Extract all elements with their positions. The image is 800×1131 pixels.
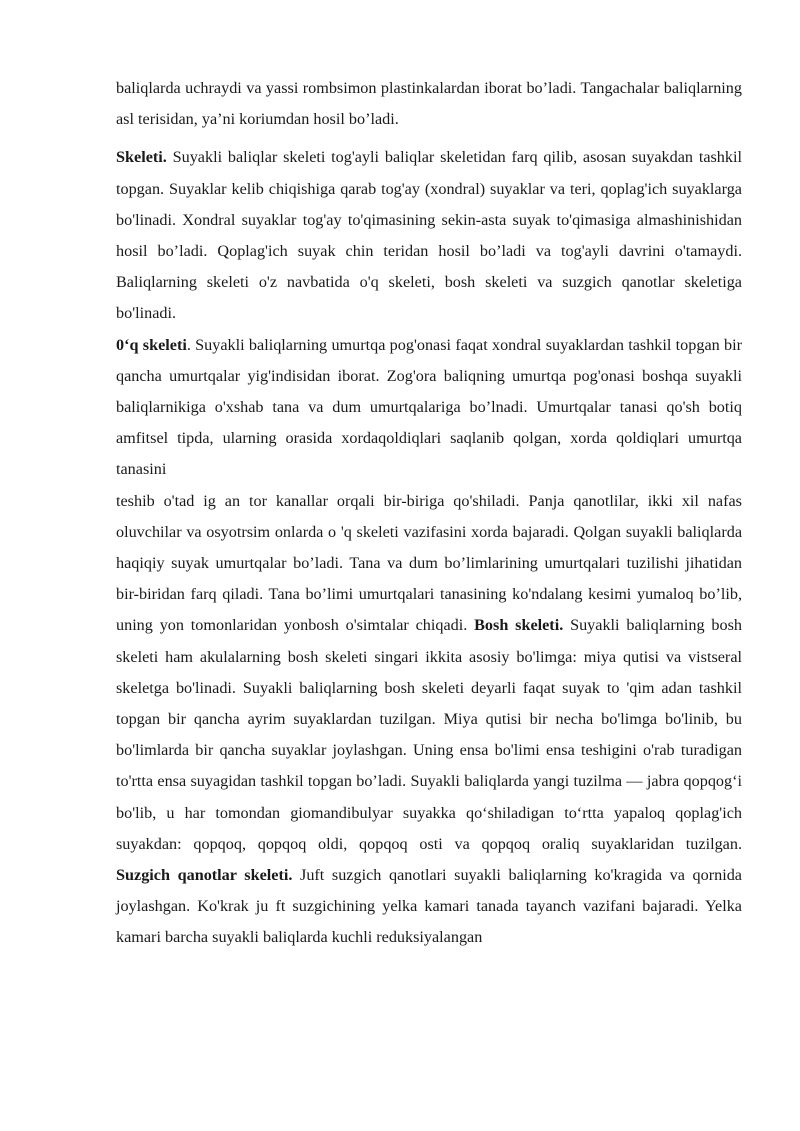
- paragraph-scales-text: baliqlarda uchraydi va yassi rombsimon plastinkalardan iborat bo’ladi. Tangachalar baliqlarning asl terisidan, ya’ni koriumdan hosil bo’ladi.: [116, 79, 742, 129]
- document-page: [116, 73, 742, 954]
- heading-fin-skeleton: Suzgich qanotlar skeleti.: [116, 866, 293, 885]
- paragraph-skeleton: [116, 142, 742, 329]
- paragraph-axial-skeleton-text: . Suyakli baliqlarning umurtqa pog'onasi faqat xondral suyaklardan tashkil topgan bir qancha umurtqalar yig'indisidan iborat. Zog'ora baliqning umurtqa pog'onasi boshqa suyakli baliqlarnikiga o'xshab tana va dum umurtqalariga bo’lnadi. Umurtqalar tanasi qo'sh botiq amfitsel tipda, ularning orasida xordaqoldiqlari saqlanib qolgan, xorda qoldiqlari umurtqa tanasini: [116, 335, 742, 479]
- paragraph-scales: [116, 73, 742, 135]
- paragraph-fin-skeleton-text: Juft suzgich qanotlari suyakli baliqlarning ko'kragida va qornida joylashgan. Ko'krak ju ft suzgichining yelka kamari tanada tayanch vazifani bajaradi. Yelka kamari barcha suyakli baliqlarda kuchli reduksiyalangan: [116, 866, 742, 947]
- heading-head-skeleton: Bosh skeleti.: [474, 616, 564, 635]
- heading-skeleton: Skeleti.: [116, 148, 167, 167]
- paragraph-axial-skeleton: [116, 330, 742, 486]
- paragraph-axial-skeleton-cont: teshib o'tad ig an tor kanallar orqali bir-biriga qo'shiladi. Panja qanotlilar, ikki xil nafas oluvchilar va osyotrsim onlarda o 'q skeleti vazifasini xorda bajaradi. Qolgan suyakli baliqlarda haqiqiy suyak umurtqalar bo’ladi. Tana va dum bo’limlarining umurtqalari tuzilishi jihatidan bir-biridan farq qiladi. Tana bo’limi umurtqalari tanasining ko'ndalang kesimi yumaloq bo’lib, uning yon tomonlaridan yonbosh o'simtalar chiqadi.: [116, 491, 742, 635]
- paragraph-head-skeleton-text: Suyakli baliqlarning bosh skeleti ham akulalarning bosh skeleti singari ikkita asosiy bo'limga: miya qutisi va vistseral skeletga bo'linadi. Suyakli baliqlarning bosh skeleti deyarli faqat suyak to 'qim adan tashkil topgan bir qancha ayrim suyaklardan tuzilgan. Miya qutisi bir necha bo'limga bo'linib, bu bo'limlarda bir qancha suyaklar joylashgan. Uning ensa bo'limi ensa teshigini o'rab turadigan to'rtta ensa suyagidan tashkil topgan bo’ladi. Suyakli baliqlarda yangi tuzilma — jabra qopqog‘i bo'lib, u har tomondan giomandibulyar suyakka qo‘shiladigan to‘rtta yapaloq qoplag'ich suyakdan: qopqoq, qopqoq oldi, qopqoq osti va qopqoq oraliq suyaklaridan tuzilgan.: [116, 616, 742, 853]
- paragraph-skeleton-text: Suyakli baliqlar skeleti tog'ayli baliqlar skeletidan farq qilib, asosan suyakdan tashkil topgan. Suyaklar kelib chiqishiga qarab tog'ay (xondral) suyaklar va teri, qoplag'ich suyaklarga bo'linadi. Xondral suyaklar tog'ay to'qimasining sekin-asta suyak to'qimasiga almashinishidan hosil bo’ladi. Qoplag'ich suyak chin teridan hosil bo’ladi va tog'ayli davrini o'tamaydi. Baliqlarning skeleti o'z navbatida o'q skeleti, bosh skeleti va suzgich qanotlar skeletiga bo'linadi.: [116, 148, 742, 323]
- paragraph-head-skeleton: [116, 486, 742, 860]
- heading-axial-skeleton: 0‘q skeleti: [116, 335, 187, 354]
- paragraph-fin-skeleton: [116, 860, 742, 954]
